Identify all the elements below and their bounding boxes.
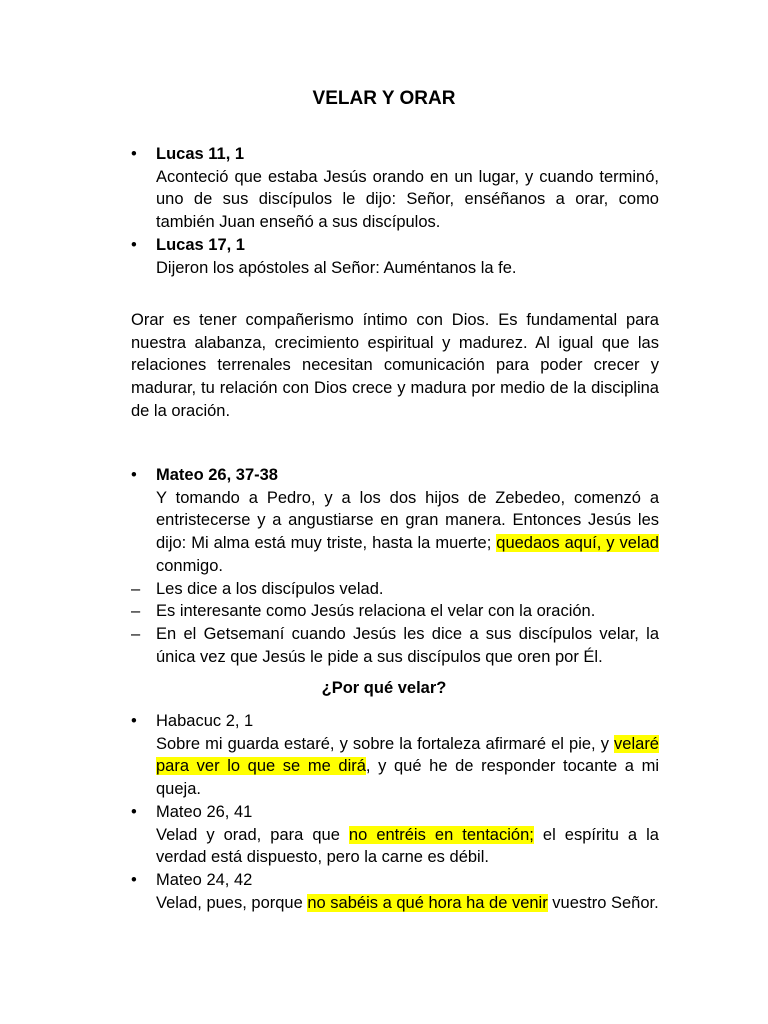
bullet-icon: • (131, 712, 137, 730)
verse-reference: Mateo 24, 42 (156, 870, 253, 889)
dash-icon: – (131, 602, 141, 621)
dash-text: En el Getsemaní cuando Jesús les dice a sus discípulos velar, la única vez que Jesús le pide a sus discípulos que oren por Él. (156, 624, 659, 666)
verse-text (156, 733, 659, 801)
verse-text-end: el espíritu a la verdad está dispuesto, pero la carne es débil. (156, 825, 659, 867)
verse-text-end: conmigo. (156, 556, 223, 575)
list-item-mateo-24-42 (131, 869, 659, 914)
bullet-icon: • (131, 145, 137, 163)
verse-reference: Mateo 26, 41 (156, 802, 253, 821)
verse-text-start: Velad y orad, para que (156, 825, 349, 844)
list-item-lucas-17 (131, 234, 659, 279)
dash-icon: – (131, 579, 141, 598)
highlighted-text: no sabéis a qué hora ha de venir (307, 893, 548, 912)
verse-reference: Mateo 26, 37-38 (156, 466, 278, 484)
body-paragraph: Orar es tener compañerismo íntimo con Dios. Es fundamental para nuestra alabanza, crecimiento espiritual y madurez. Al igual que las relaciones terrenales necesitan comunicación para poder crecer y madurar, tu relación con Dios crece y madura por medio de la disciplina de la oración. (131, 311, 659, 420)
list-item-mateo-26-41 (131, 801, 659, 869)
section-subtitle: ¿Por qué velar? (321, 679, 447, 697)
verse-text (156, 487, 659, 578)
verse-text: Aconteció que estaba Jesús orando en un lugar, y cuando terminó, uno de sus discípulos le dijo: Señor, enséñanos a orar, como también Juan enseñó a sus discípulos. (156, 167, 659, 232)
scripture-list-1 (131, 143, 659, 279)
bullet-icon: • (131, 870, 137, 889)
bullet-icon: • (131, 466, 137, 484)
bullet-icon: • (131, 802, 137, 821)
verse-text (156, 824, 659, 869)
verse-text: Dijeron los apóstoles al Señor: Auméntanos la fe. (156, 258, 517, 277)
verse-text-end: , y qué he de responder tocante a mi queja. (156, 757, 659, 799)
verse-reference: Habacuc 2, 1 (156, 712, 254, 730)
list-item-mateo-26-37 (131, 464, 659, 578)
list-item-habacuc (131, 710, 659, 801)
list-item-lucas-11 (131, 143, 659, 234)
document-title: VELAR Y ORAR (312, 88, 456, 109)
dash-icon: – (131, 624, 141, 643)
dash-text: Les dice a los discípulos velad. (156, 579, 384, 598)
bullet-icon: • (131, 235, 137, 254)
highlighted-text: quedaos aquí, y velad (496, 534, 659, 553)
dash-text: Es interesante como Jesús relaciona el velar con la oración. (156, 602, 596, 621)
scripture-list-2 (131, 464, 659, 668)
verse-text-start: Velad, pues, porque (156, 893, 308, 912)
verse-reference: Lucas 17, 1 (156, 235, 245, 254)
highlighted-text: no entréis en tentación; (348, 825, 534, 844)
dash-item (131, 623, 659, 668)
highlighted-text: velaré para ver lo que se me dirá (156, 734, 659, 776)
dash-item (131, 600, 659, 623)
verse-reference: Lucas 11, 1 (156, 145, 245, 163)
verse-text (156, 892, 659, 915)
dash-item (131, 578, 659, 601)
verse-text-start: Sobre mi guarda estaré, y sobre la fortaleza afirmaré el pie, y (156, 734, 615, 753)
scripture-list-3 (131, 710, 659, 914)
verse-text-start: Y tomando a Pedro, y a los dos hijos de Zebedeo, comenzó a entristecerse y a angustiarse en gran manera. Entonces Jesús les dijo: Mi alma está muy triste, hasta la muerte; (156, 488, 659, 553)
verse-text-end: vuestro Señor. (547, 893, 659, 912)
